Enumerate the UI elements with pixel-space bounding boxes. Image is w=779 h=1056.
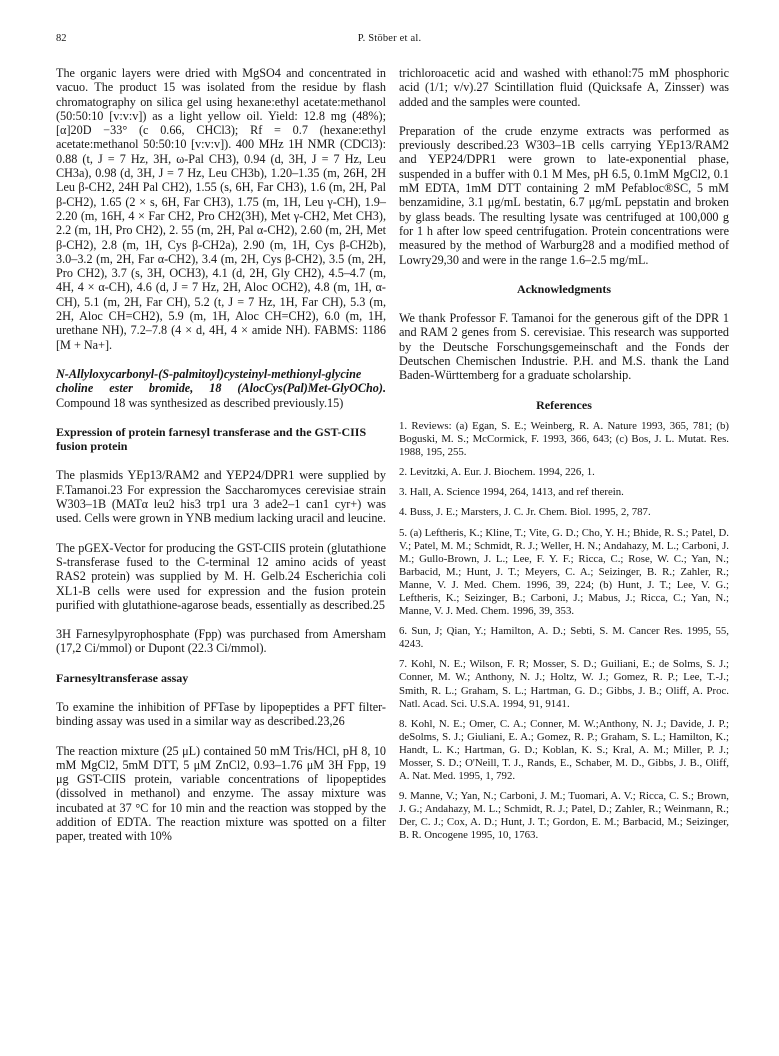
section-heading: Farnesyltransferase assay <box>56 670 189 685</box>
paragraph: The pGEX-Vector for producing the GST-CIIS protein (glutathione S-transferase fused to the C-terminal 12 amino acids of yeast RAS2 protein) was supplied by M. H. Gelb.24 Escherichia coli XL1-B cells were used for expression and the fusion protein purified with glutathione-agarose beads, essentially as described.25 <box>56 540 386 612</box>
paragraph: Preparation of the crude enzyme extracts was performed as previously described.23 W303–1B cells carrying YEp13/RAM2 and YEP24/DPR1 were grown to late-exponential phase, suspended in a buffer with 0.1 M Mes, pH 6.5, 0.1mM MgCl2, 0.1 mM EDTA, 1mM DTT containing 2 mM Pefabloc®SC, 5 mM benzamidine, 3.1 μg/mL bestatin, 6.7 μg/mL pepstatin and broken by glass beads. The resulting lysate was centrifuged at 100,000 g for 1 h after low speed centrifugation. Protein concentrations were measured by the method of Warburg28 and a modified method of Lowry29,30 and were in the range 1.6–2.5 mg/mL. <box>399 123 729 267</box>
paragraph: The organic layers were dried with MgSO4 and concentrated in vacuo. The product 15 was isolated from the residue by flash chromatography on silica gel using hexane:ethyl acetate:methanol (50:50:10 [v:v:v]) as a light yellow oil. Yield: 12.8 mg (48%); [α]20D −33° (c 0.66, CHCl3); Rf = 0.7 (hexane:ethyl acetate:methanol 50:50:10 [v:v:v]). 400 MHz 1H NMR (CDCl3): 0.88 (t, J = 7 Hz, 3H, ω-Pal CH3), 0.94 (d, 3H, J = 7 Hz, Leu CH3a), 0.98 (d, 3H, J = 7 Hz, Leu CH3b), 1.20–1.35 (m, 26H, 2H Leu β-CH2, 24H Pal CH2), 1.55 (s, 6H, Far CH3), 1.6 (m, 2H, Pal β-CH2), 1.65 (2 × s, 6H, Far CH3), 1.75 (m, 1H, Leu γ-CH), 1.9–2.20 (m, 16H, 4 × Far CH2, Pro CH2(3H), Met γ-CH2, Met CH3), 2.2 (m, 1H, Pro CH2), 2. 55 (m, 2H, Pal α-CH2), 2.60 (m, 2H, Met β-CH2), 2.8 (m, 1H, Cys β-CH2a), 2.90 (m, 1H, Cys β-CH2b), 3.0–3.2 (m, 2H, Far α-CH2), 3.4 (m, 2H, Cys β-CH2), 3.5 (m, 2H, Pro CH2), 3.7 (s, 3H, OCH3), 4.1 (d, 2H, Gly CH2), 4.5–4.7 (m, 4H, 4 × α-CH), 4.6 (d, J = 7 Hz, 2H, Aloc OCH2), 4.8 (m, 1H, α-CH), 5.1 (m, 2H, Far CH), 5.2 (t, J = 7 Hz, 1H, Far CH), 5.3 (m, 2H, Aloc CH=CH2), 5.9 (m, 1H, Aloc CH=CH2), 6.0 (m, 1H, urethane NH), 7.2–7.8 (4 × d, 4H, 4 × amide NH). FABMS: 1186 [M + Na+]. <box>56 66 386 352</box>
paragraph-text: Compound 18 was synthesized as described previously.15) <box>56 395 344 410</box>
references-heading: References <box>536 397 592 412</box>
reference-item: 2. Levitzki, A. Eur. J. Biochem. 1994, 226, 1. <box>399 466 595 479</box>
paragraph: The reaction mixture (25 μL) contained 50 mM Tris/HCl, pH 8, 10 mM MgCl2, 5mM DTT, 5 μM ZnCl2, 0.93–1.76 μM 3H Fpp, 19 μg GST-CIIS protein, variable concentrations of lipopeptides (dissolved in methanol) and enzyme. The assay mixture was incubated at 37 °C for 10 min and the reaction was stopped by the addition of EDTA. The reaction mixture was spotted on a filter paper, treated with 10% <box>56 743 386 844</box>
page-number: 82 <box>56 33 67 44</box>
paragraph: To examine the inhibition of PFTase by lipopeptides a PFT filter-binding assay was used in a similar way as described.23,26 <box>56 699 386 729</box>
paragraph: The plasmids YEp13/RAM2 and YEP24/DPR1 were supplied by F.Tamanoi.23 For expression the Saccharomyces cerevisiae strain W303–1B (MATα leu2 his3 trp1 ura 3 ade2–1 can1 cyr+) was used. Cells were grown in YNB medium lacking uracil and leucine. <box>56 468 386 526</box>
reference-item: 9. Manne, V.; Yan, N.; Carboni, J. M.; Tuomari, A. V.; Ricca, C. S.; Brown, J. G.; Andahazy, M. L.; Schmidt, R. J.; Patel, D.; Zahler, R.; Weinmann, R.; Der, C. J.; Cox, A. D.; Hunt, J. T.; Gordon, E. M.; Barbacid, M.; Seizinger, B. R. Oncogene 1995, 10, 1763. <box>399 790 729 842</box>
running-title: P. Stöber et al. <box>357 33 422 44</box>
reference-item: 8. Kohl, N. E.; Omer, C. A.; Conner, M. W.;Anthony, N. J.; Davide, J. P.; deSolms, S. J.; Giuliani, E. A.; Gomez, R. P.; Graham, S. L.; Hamilton, K.; Handt, L. K.; Hartman, G. D.; Koblan, K. S.; Kral, A. M.; Miller, P. J.; Mosser, S. D.; O'Neill, T. J., Rands, E., Schaber, M. D., Gibbs, J. B., Oliff, A. Nat. Med. 1995, 1, 792. <box>399 717 729 783</box>
compound-title: N-Allyloxycarbonyl-(S-palmitoyl)cysteinyl-methionyl-glycine choline ester bromide, 18 (AlocCys(Pal)Met-GlyOCho). <box>56 366 386 396</box>
paragraph: trichloroacetic acid and washed with ethanol:75 mM phosphoric acid (1/1; v/v).27 Scintillation fluid (Quicksafe A, Zinsser) was added and the samples were counted. <box>399 66 729 109</box>
paragraph: 3H Farnesylpyrophosphate (Fpp) was purchased from Amersham (17,2 Ci/mmol) or Dupont (22.3 Ci/mmol). <box>56 627 386 656</box>
right-column <box>399 66 729 850</box>
reference-item: 5. (a) Leftheris, K.; Kline, T.; Vite, G. D.; Cho, Y. H.; Bhide, R. S.; Patel, D. V.; Patel, M. M.; Schmidt, R. J.; Weller, H. N.; Andahazy, M. L.; Carboni, J. M.; Gullo-Brown, J. L.; Lee, F. Y. F.; Ricca, C.; Rose, W. C.; Yan, N.; Barbacid, M.; Hunt, J. T.; Meyers, C. A.; Seizinger, B. R.; Zahler, R.; Manne, V. J. Med. Chem. 1996, 39, 224; (b) Hunt, J. T.; Lee, V. G.; Leftheris, K.; Seizinger, B.; Carboni, J.; Mabus, J.; Ricca, C.; Yan, N.; Manne, V. J. Med. Chem. 1996, 39, 353. <box>399 526 729 618</box>
page-header <box>0 33 779 51</box>
reference-item: 3. Hall, A. Science 1994, 264, 1413, and ref therein. <box>399 486 624 499</box>
reference-item: 4. Buss, J. E.; Marsters, J. C. Jr. Chem. Biol. 1995, 2, 787. <box>399 506 651 519</box>
section-heading: Expression of protein farnesyl transferase and the GST-CIIS fusion protein <box>56 424 367 454</box>
reference-item: 7. Kohl, N. E.; Wilson, F. R; Mosser, S. D.; Guiliani, E.; de Solms, S. J.; Conner, M. W.; Anthony, N. J.; Holtz, W. J.; Gomez, R. P.; Lee, T.-J.; Smith, R. L.; Graham, S. L.; Hartman, G. D.; Gibbs, J. B.; Oliff, A. Proc. Natl. Acad. Sci. U.S.A. 1994, 91, 9141. <box>399 658 729 710</box>
paragraph: We thank Professor F. Tamanoi for the generous gift of the DPR 1 and RAM 2 genes from S. cerevisiae. This research was supported by the Deutsche Forschungsgemeinschaft and the Fonds der Deutschen Chemischen Industrie. P.H. and M.S. thank the Land Baden-Württemberg for a graduate scholarship. <box>399 311 729 383</box>
reference-item: 1. Reviews: (a) Egan, S. E.; Weinberg, R. A. Nature 1993, 365, 781; (b) Boguski, M. S.; McCormick, F. 1993, 366, 643; (c) Bos, J. L. Mutat. Res. 1988, 195, 255. <box>399 419 729 459</box>
reference-item: 6. Sun, J; Qian, Y.; Hamilton, A. D.; Sebti, S. M. Cancer Res. 1995, 55, 4243. <box>399 625 729 651</box>
reference-list <box>399 420 729 843</box>
acknowledgments-heading: Acknowledgments <box>516 281 611 296</box>
paragraph <box>56 367 386 410</box>
left-column <box>56 66 386 844</box>
